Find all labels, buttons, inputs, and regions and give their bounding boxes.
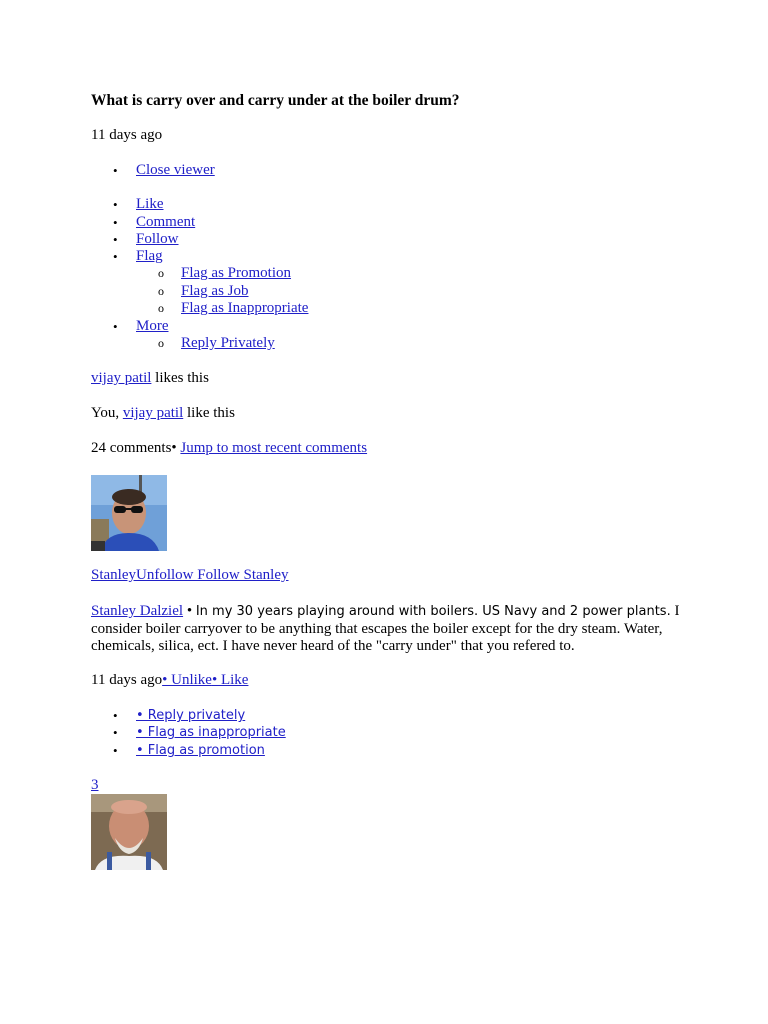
list-bullet: • xyxy=(113,163,118,178)
post-title: What is carry over and carry under at the boiler drum? xyxy=(91,92,460,109)
follow-line xyxy=(91,567,289,584)
likes-suffix: likes this xyxy=(151,370,209,386)
comment-author-link[interactable]: Stanley Dalziel xyxy=(91,603,184,619)
list-bullet: • xyxy=(113,249,118,264)
reply-privately-link[interactable]: Reply Privately xyxy=(181,335,275,351)
separator: • xyxy=(171,440,177,456)
sub-list-bullet: o xyxy=(158,336,164,350)
liker-name-link[interactable]: vijay patil xyxy=(91,370,152,386)
flag-link[interactable]: Flag xyxy=(136,248,163,264)
list-bullet: • xyxy=(113,725,118,740)
flag-inappropriate-comment-link[interactable]: • Flag as inappropriate xyxy=(136,725,286,740)
comment-body xyxy=(91,603,681,656)
reply-privately-comment-link[interactable]: • Reply privately xyxy=(136,708,246,723)
follow-link[interactable]: Follow xyxy=(136,231,179,247)
comment-index-link[interactable]: 3 xyxy=(91,777,99,793)
flag-as-promotion-link[interactable]: Flag as Promotion xyxy=(181,265,292,281)
comment-timestamp: 11 days ago xyxy=(91,672,163,688)
comment-count: 24 comments xyxy=(91,440,172,456)
list-bullet: • xyxy=(113,708,118,723)
comments-bar xyxy=(91,440,367,457)
list-bullet: • xyxy=(113,232,118,247)
avatar[interactable] xyxy=(91,794,167,870)
comment-meta xyxy=(91,672,248,689)
sub-list-bullet: o xyxy=(158,266,164,280)
list-bullet: • xyxy=(113,743,118,758)
flag-promotion-comment-link[interactable]: • Flag as promotion xyxy=(136,743,265,758)
liker-name-link[interactable]: vijay patil xyxy=(122,405,184,421)
comment-link[interactable]: Comment xyxy=(136,214,196,230)
comment-text-start: In my 30 years playing around with boilers. US Navy and 2 power plants. xyxy=(195,604,671,619)
unlike-link[interactable]: • Unlike xyxy=(162,672,212,688)
follow-stanley-link[interactable]: StanleyUnfollow Follow Stanley xyxy=(91,567,289,583)
likes-line xyxy=(91,370,209,387)
list-bullet: • xyxy=(113,215,118,230)
avatar-photo xyxy=(91,475,167,551)
sub-list-bullet: o xyxy=(158,301,164,315)
jump-to-recent-link[interactable]: Jump to most recent comments xyxy=(180,440,368,456)
flag-as-job-link[interactable]: Flag as Job xyxy=(181,283,249,299)
bullet-separator: • xyxy=(183,603,196,619)
more-link[interactable]: More xyxy=(136,318,169,334)
you-like-line xyxy=(91,405,235,422)
comment-text-rest: I consider boiler carryover to be anything that escapes the boiler except for the dry steam. Water, chemicals, silica, ect. I have never heard of the "carry under" that you refered to. xyxy=(91,603,680,654)
like-link[interactable]: Like xyxy=(136,196,164,212)
likes-suffix: like this xyxy=(183,405,235,421)
close-viewer-link[interactable]: Close viewer xyxy=(136,162,215,178)
comment-like-link[interactable]: • Like xyxy=(211,672,249,688)
flag-as-inappropriate-link[interactable]: Flag as Inappropriate xyxy=(181,300,309,316)
list-bullet: • xyxy=(113,197,118,212)
avatar-photo xyxy=(91,794,167,870)
list-bullet: • xyxy=(113,319,118,334)
avatar[interactable] xyxy=(91,475,167,551)
post-timestamp: 11 days ago xyxy=(91,127,163,143)
sub-list-bullet: o xyxy=(158,284,164,298)
likes-prefix: You, xyxy=(91,405,123,421)
